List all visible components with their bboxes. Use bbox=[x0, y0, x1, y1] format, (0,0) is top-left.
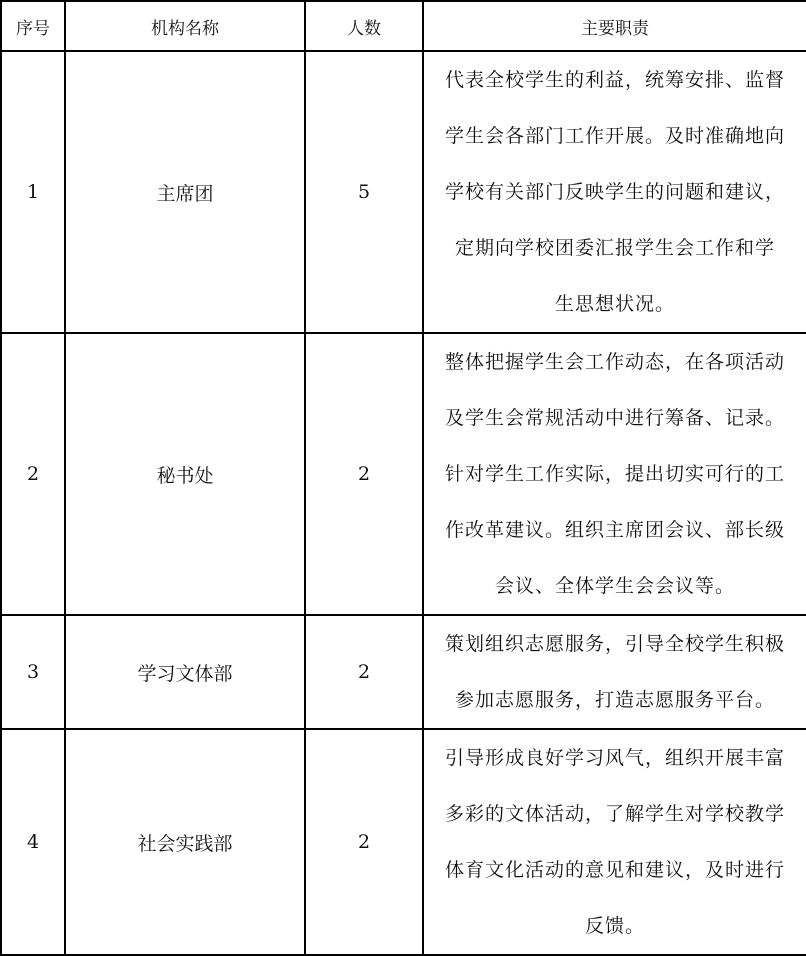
row-name: 主席团 bbox=[65, 51, 305, 333]
duty-line: 体育文化活动的意见和建议，及时进行 bbox=[444, 859, 785, 881]
duty-line: 学校有关部门反映学生的问题和建议， bbox=[444, 181, 785, 203]
table-row bbox=[1, 729, 806, 955]
duty-line: 参加志愿服务，打造志愿服务平台。 bbox=[454, 689, 775, 711]
duty-line: 多彩的文体活动，了解学生对学校教学 bbox=[444, 803, 785, 825]
duty-line: 策划组织志愿服务，引导全校学生积极 bbox=[444, 633, 785, 655]
duty-line: 引导形成良好学习风气，组织开展丰富 bbox=[444, 747, 785, 769]
row-duty bbox=[423, 615, 806, 729]
header-count: 人数 bbox=[305, 1, 423, 51]
table-row bbox=[1, 333, 806, 615]
row-duty bbox=[423, 51, 806, 333]
duty-line: 代表全校学生的利益，统筹安排、监督 bbox=[444, 69, 785, 91]
row-index: 1 bbox=[1, 51, 65, 333]
row-count: 2 bbox=[305, 729, 423, 955]
duty-line: 作改革建议。组织主席团会议、部长级 bbox=[444, 519, 785, 541]
duty-line: 反馈。 bbox=[584, 915, 645, 937]
header-index: 序号 bbox=[1, 1, 65, 51]
duty-line: 针对学生工作实际，提出切实可行的工 bbox=[444, 463, 785, 485]
header-row bbox=[1, 1, 806, 51]
row-duty bbox=[423, 333, 806, 615]
header-name: 机构名称 bbox=[65, 1, 305, 51]
duty-line: 会议、全体学生会会议等。 bbox=[494, 575, 735, 597]
header-duty: 主要职责 bbox=[423, 1, 806, 51]
duty-line: 整体把握学生会工作动态，在各项活动 bbox=[444, 351, 785, 373]
row-duty bbox=[423, 729, 806, 955]
row-name: 社会实践部 bbox=[65, 729, 305, 955]
table-row bbox=[1, 615, 806, 729]
row-index: 2 bbox=[1, 333, 65, 615]
row-count: 2 bbox=[305, 333, 423, 615]
duty-line: 生思想状况。 bbox=[554, 293, 675, 315]
duty-line: 及学生会常规活动中进行筹备、记录。 bbox=[444, 407, 785, 429]
row-count: 5 bbox=[305, 51, 423, 333]
duty-line: 定期向学校团委汇报学生会工作和学 bbox=[454, 237, 775, 259]
row-name: 秘书处 bbox=[65, 333, 305, 615]
duty-line: 学生会各部门工作开展。及时准确地向 bbox=[444, 125, 785, 147]
row-count: 2 bbox=[305, 615, 423, 729]
row-name: 学习文体部 bbox=[65, 615, 305, 729]
row-index: 3 bbox=[1, 615, 65, 729]
table-row bbox=[1, 51, 806, 333]
row-index: 4 bbox=[1, 729, 65, 955]
